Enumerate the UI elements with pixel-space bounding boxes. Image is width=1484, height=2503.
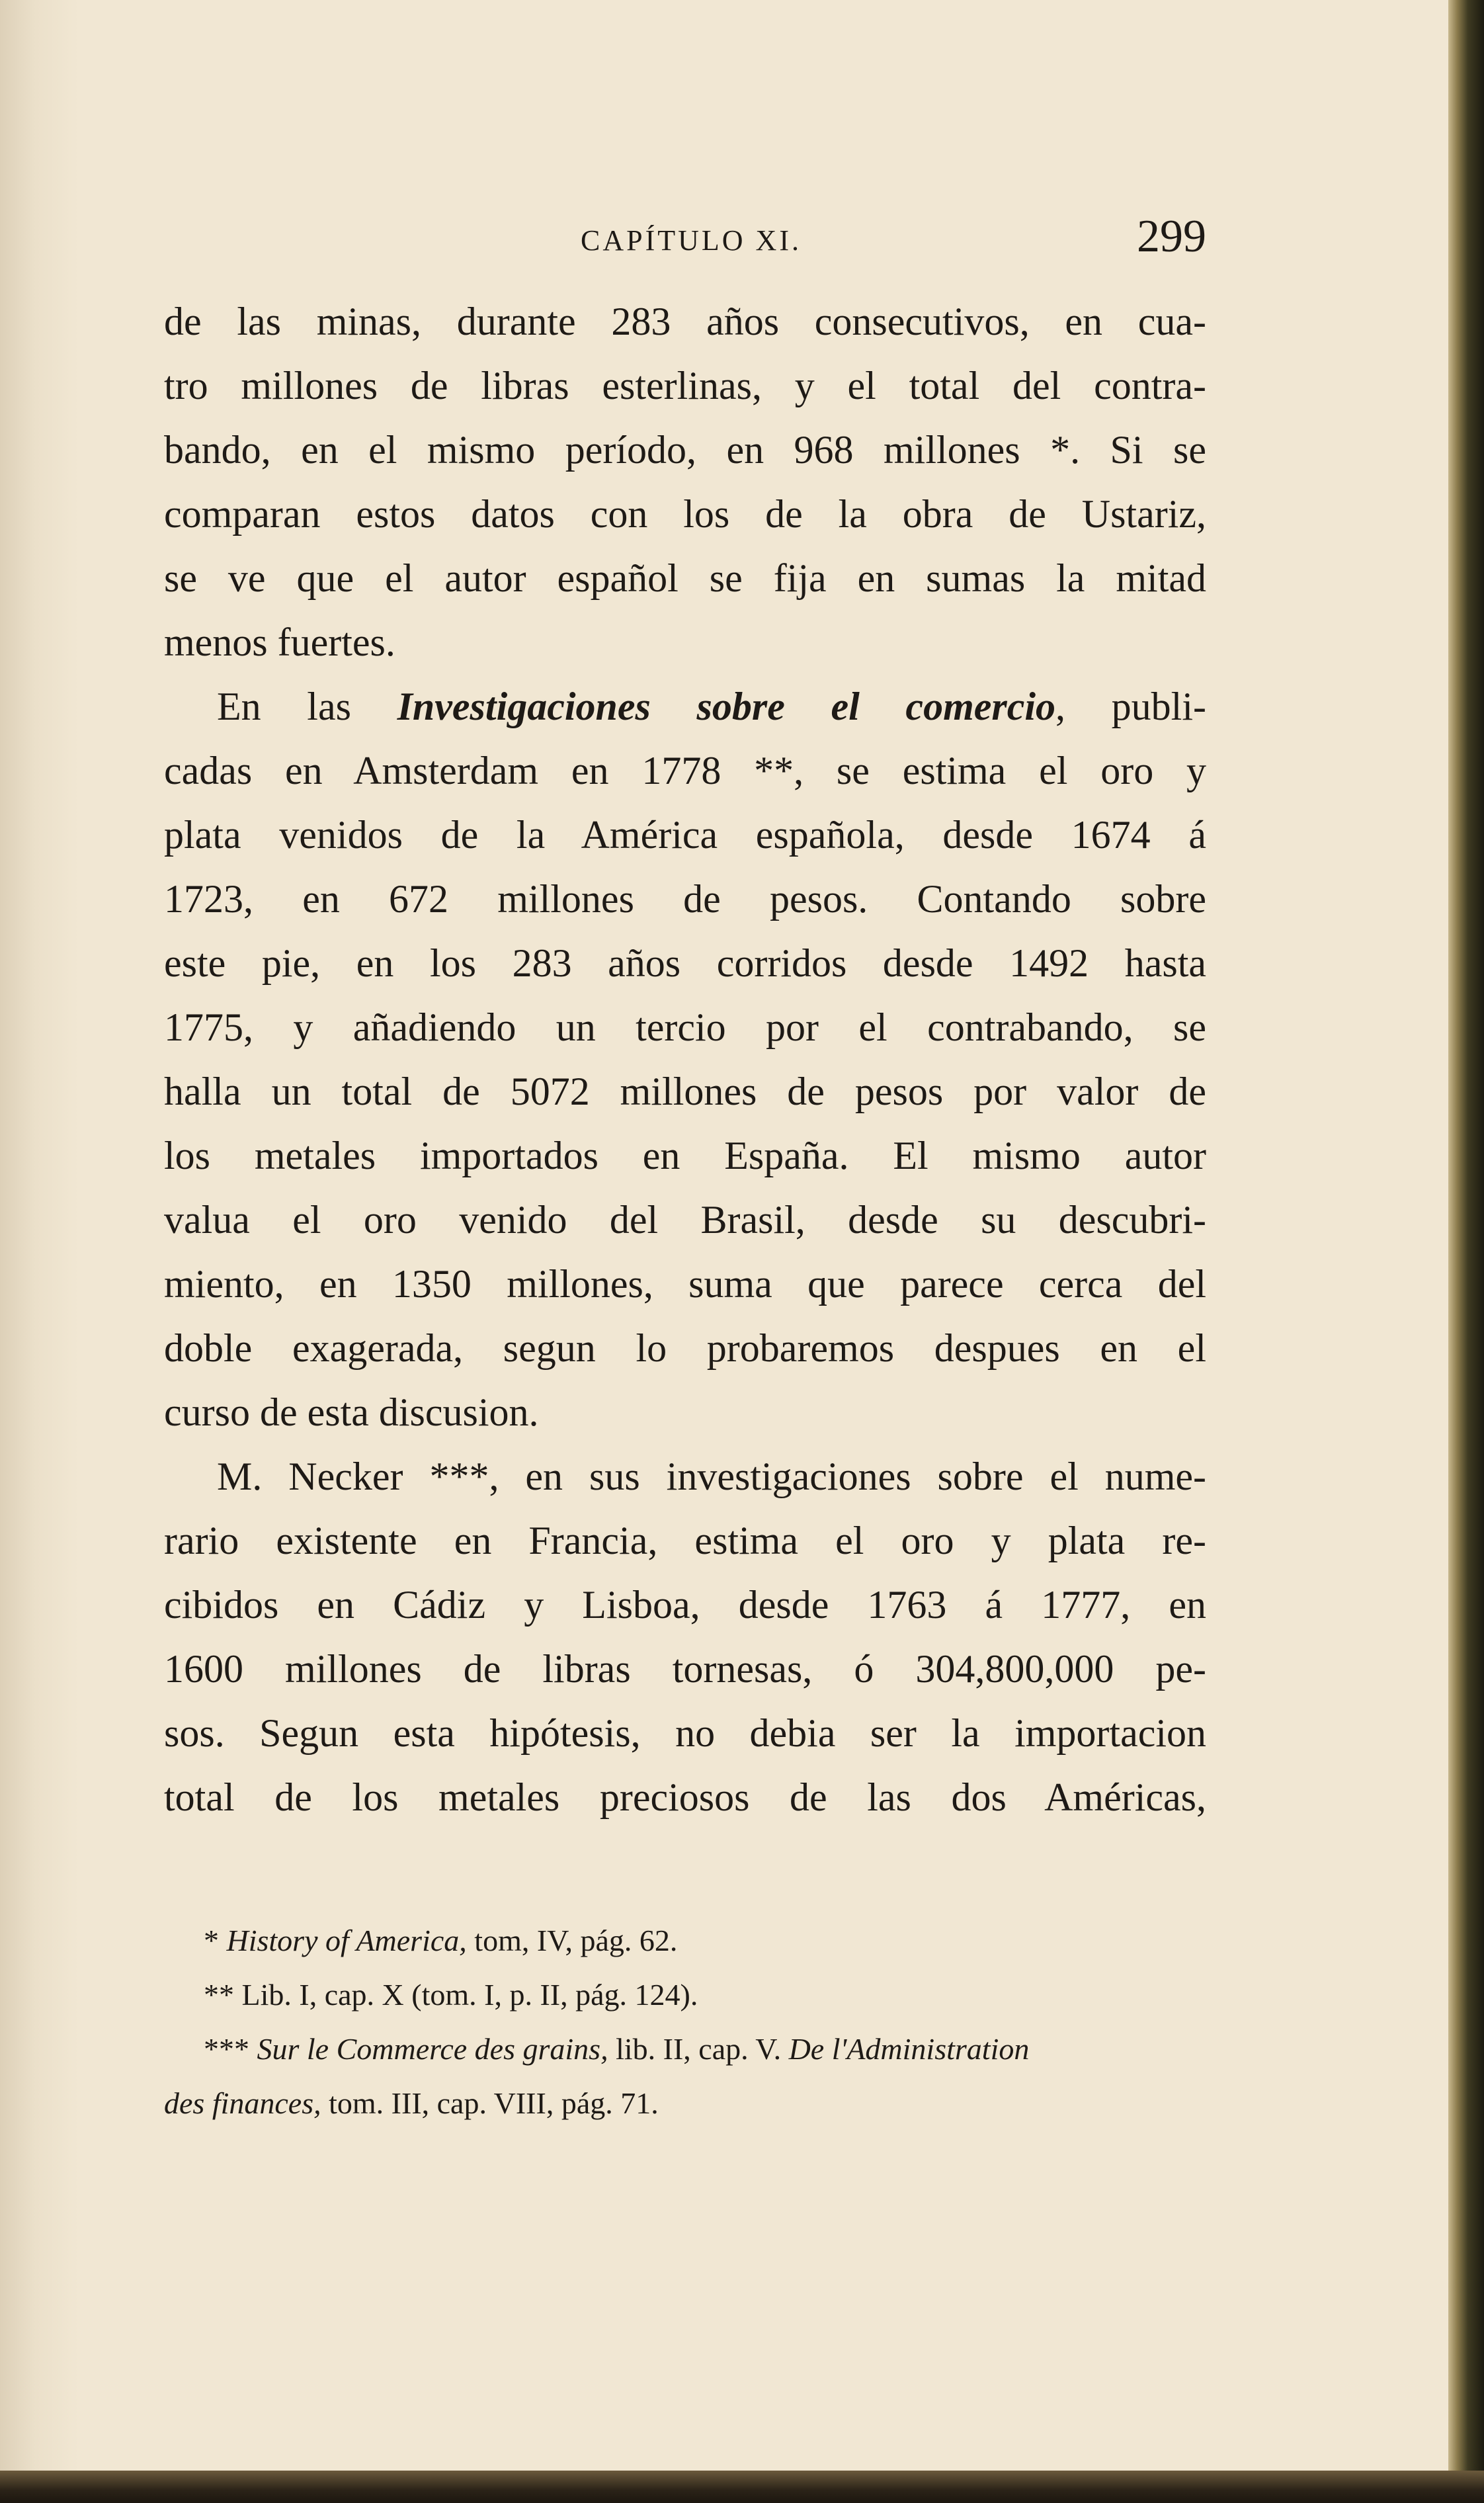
running-head — [164, 210, 1206, 263]
text-line: 1775, y añadiendo un tercio por el contrabando, se — [164, 1005, 1206, 1049]
footnote: *** Sur le Commerce des grains, lib. II, cap. V. De l'Administration — [204, 2032, 1030, 2066]
footnote: ** Lib. I, cap. X (tom. I, p. II, pág. 124). — [204, 1978, 698, 2012]
text-line: los metales importados en España. El mismo autor — [164, 1134, 1206, 1177]
text-line: plata venidos de la América española, desde 1674 á — [164, 813, 1206, 857]
footnote: * History of America, tom, IV, pág. 62. — [204, 1924, 678, 1957]
text-line: valua el oro venido del Brasil, desde su descubri- — [164, 1198, 1206, 1242]
text-line: 1600 millones de libras tornesas, ó 304,800,000 pe- — [164, 1647, 1206, 1691]
text-line: tro millones de libras esterlinas, y el total del contra- — [164, 364, 1206, 407]
binding-gutter — [0, 0, 79, 2471]
text-line: menos fuertes. — [164, 620, 395, 664]
book-title-italic: Investigaciones sobre el comercio — [397, 685, 1056, 728]
text-line: se ve que el autor español se fija en sumas la mitad — [164, 556, 1206, 600]
text-line: bando, en el mismo período, en 968 millones *. Si se — [164, 428, 1206, 472]
footnote-continuation: des finances, tom. III, cap. VIII, pág. 71. — [164, 2086, 659, 2120]
text-line: M. Necker ***, en sus investigaciones sobre el nume- — [217, 1455, 1206, 1498]
text-line: miento, en 1350 millones, suma que parece cerca del — [164, 1262, 1206, 1306]
body-text — [164, 290, 1206, 1830]
text-line: cibidos en Cádiz y Lisboa, desde 1763 á 1777, en — [164, 1583, 1206, 1627]
text-line: 1723, en 672 millones de pesos. Contando sobre — [164, 877, 1206, 921]
text-line: doble exagerada, segun lo probaremos despues en el — [164, 1326, 1206, 1370]
text-line: total de los metales preciosos de las dos Américas, — [164, 1775, 1206, 1819]
text-line: cadas en Amsterdam en 1778 **, se estima el oro y — [164, 749, 1206, 792]
text-line: de las minas, durante 283 años consecutivos, en cua- — [164, 300, 1206, 343]
book-edge — [1448, 0, 1484, 2503]
bottom-edge — [0, 2471, 1484, 2503]
text-line: halla un total de 5072 millones de pesos por valor de — [164, 1070, 1206, 1113]
text-line: comparan estos datos con los de la obra de Ustariz, — [164, 492, 1206, 536]
chapter-title: CAPÍTULO XI. — [581, 224, 802, 257]
text-line: sos. Segun esta hipótesis, no debia ser la importacion — [164, 1711, 1206, 1755]
text-line: En las Investigaciones sobre el comercio, publi- — [217, 685, 1206, 728]
footnotes — [164, 1914, 1206, 2131]
page-number: 299 — [1137, 211, 1206, 262]
text-line: rario existente en Francia, estima el oro y plata re- — [164, 1519, 1206, 1562]
text-line: este pie, en los 283 años corridos desde 1492 hasta — [164, 941, 1206, 985]
text-line: curso de esta discusion. — [164, 1390, 539, 1434]
